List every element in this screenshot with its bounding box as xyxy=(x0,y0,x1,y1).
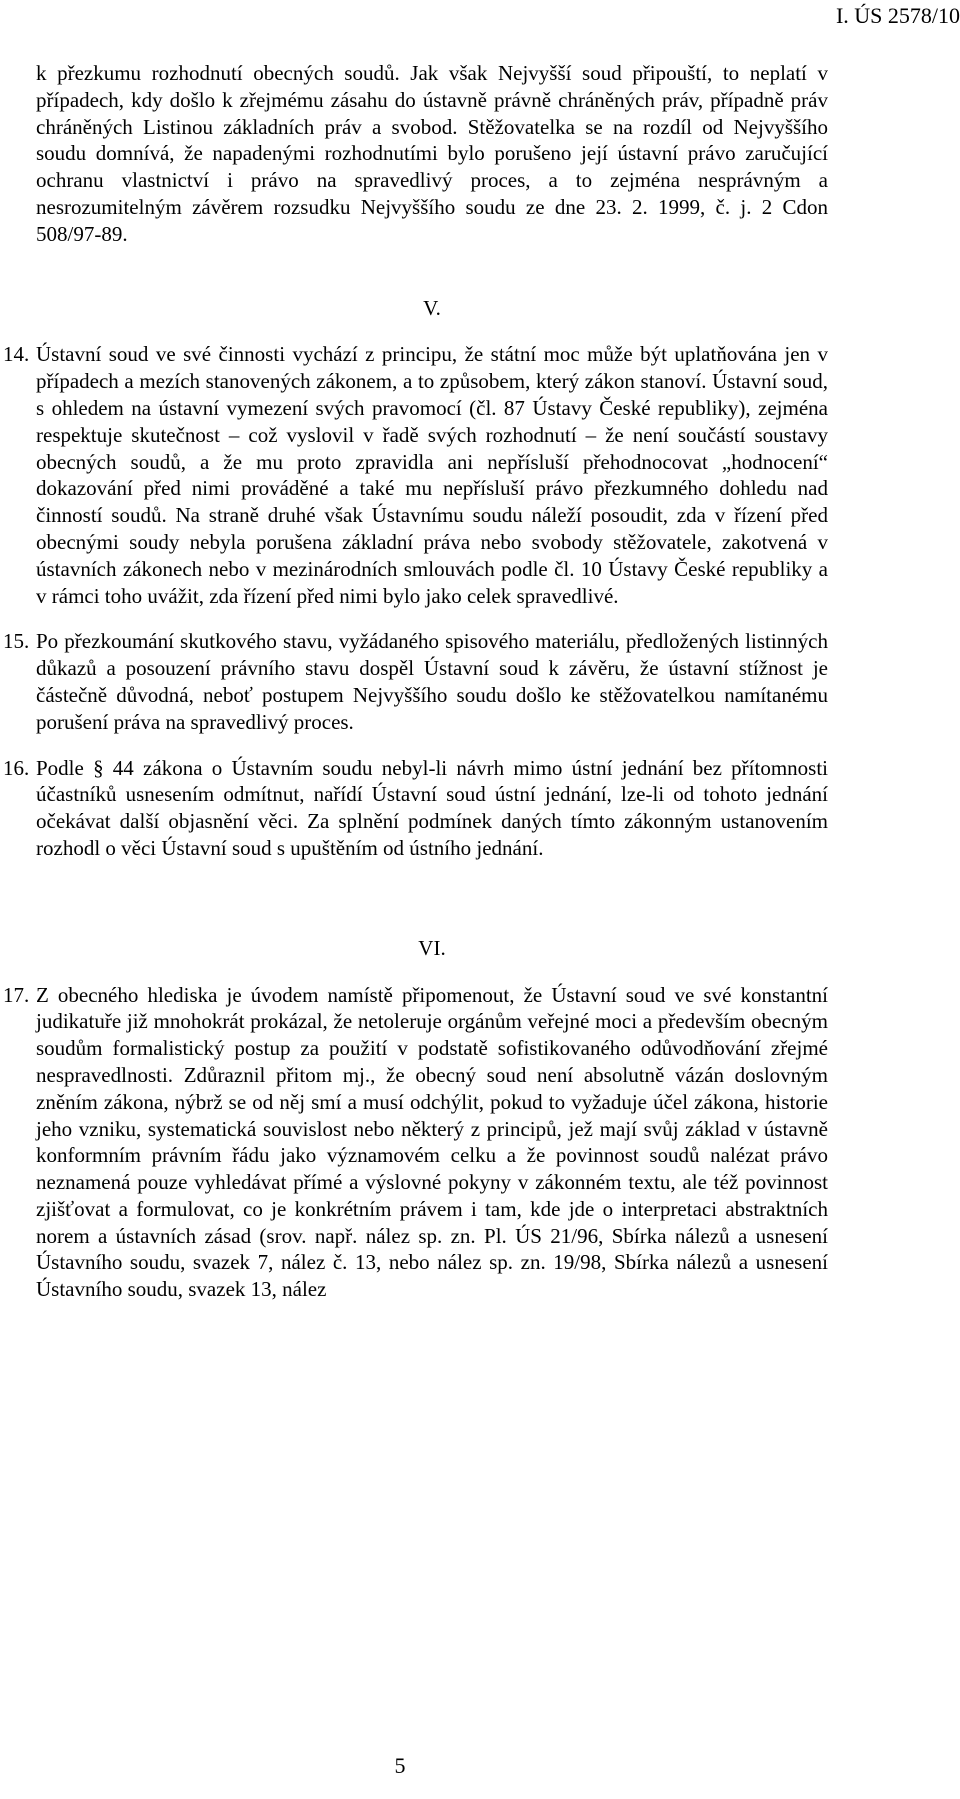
paragraph-15 xyxy=(3,628,828,735)
paragraph-text: Z obecného hlediska je úvodem namístě připomenout, že Ústavní soud ve své konstantní judikatuře již mnohokrát prokázal, že netoleruje orgánům veřejné moci a především obecným soudům formalistický postup za použití v podstatě sofistikovaného odůvodňování zřejmé nespravedlnosti. Zdůraznil přitom mj., že obecný soud není absolutně vázán doslovným zněním zákona, nýbrž se od něj smí a musí odchýlit, pokud to vyžaduje účel zákona, historie jeho vzniku, systematická souvislost nebo některý z principů, jež mají svůj základ v ústavně konformním právním řádu jako významovém celku a že povinnost soudů nalézat právo neznamená pouze vyhledávat přímé a výslovné pokyny v zákonném textu, ale též povinnost zjišťovat a formulovat, co je konkrétním právem i tam, kde jde o interpretaci abstraktních norem a ústavních zásad (srov. např. nález sp. zn. Pl. ÚS 21/96, Sbírka nálezů a usnesení Ústavního soudu, svazek 7, nález č. 13, nebo nález sp. zn. 19/98, Sbírka nálezů a usnesení Ústavního soudu, svazek 13, nález xyxy=(36,982,828,1302)
paragraph-17 xyxy=(3,982,828,1304)
paragraph-number: 14. xyxy=(3,342,30,367)
paragraph-text: Ústavní soud ve své činnosti vychází z principu, že státní moc může být uplatňována jen v případech a mezích stanovených zákonem, a to způsobem, který zákon stanoví. Ústavní soud, s ohledem na ústavní vymezení svých pravomocí (čl. 87 Ústavy České republiky), zejména respektuje skutečnost – což vyslovil v řadě svých rozhodnutí – že není součástí soustavy obecných soudů, a že mu proto zpravidla ani nepřísluší přehodnocovat „hodnocení“ dokazování před nimi prováděné a také mu nepřísluší právo přezkumného dohledu nad činností soudů. Na straně druhé však Ústavnímu soudu náleží posoudit, zda v řízení před obecnými soudy nebyla porušena základní práva nebo svobody stěžovatele, zakotvená v ústavních zákonech nebo v mezinárodních smlouvách podle čl. 10 Ústavy České republiky a v rámci toho uvážit, zda řízení před nimi bylo jako celek spravedlivé. xyxy=(36,342,828,608)
paragraph-number: 15. xyxy=(3,629,30,654)
document-body xyxy=(3,60,828,1303)
paragraph-14 xyxy=(3,341,828,609)
section-heading-v: V. xyxy=(423,295,441,320)
page-number: 5 xyxy=(394,1753,406,1778)
paragraph-16 xyxy=(3,755,828,862)
paragraph-number: 16. xyxy=(3,755,30,780)
intro-paragraph: k přezkumu rozhodnutí obecných soudů. Jak však Nejvyšší soud připouští, to neplatí v případech, kdy došlo k zřejmému zásahu do ústavně právně chráněných práv, případně práv chráněných Listinou základních práv a svobod. Stěžovatelka se na rozdíl od Nejvyššího soudu domnívá, že napadenými rozhodnutími bylo porušeno její ústavní právo zaručující ochranu vlastnictví i právo na spravedlivý proces, a to zejména nesprávným a nesrozumitelným závěrem rozsudku Nejvyššího soudu ze dne 23. 2. 1999, č. j. 2 Cdon 508/97-89. xyxy=(36,61,828,246)
section-heading-vi: VI. xyxy=(418,935,446,960)
case-number-header: I. ÚS 2578/10 xyxy=(835,3,960,28)
paragraph-text: Podle § 44 zákona o Ústavním soudu nebyl-li návrh mimo ústní jednání bez přítomnosti účastníků usnesením odmítnut, nařídí Ústavní soud ústní jednání, lze-li od tohoto jednání očekávat další objasnění věci. Za splnění podmínek daných tímto zákonným ustanovením rozhodl o věci Ústavní soud s upuštěním od ústního jednání. xyxy=(36,755,828,860)
paragraph-number: 17. xyxy=(3,982,30,1007)
paragraph-text: Po přezkoumání skutkového stavu, vyžádaného spisového materiálu, předložených listinných důkazů a posouzení právního stavu dospěl Ústavní soud k závěru, že ústavní stížnost je částečně důvodná, neboť postupem Nejvyššího soudu došlo ke stěžovatelkou namítanému porušení práva na spravedlivý proces. xyxy=(36,629,828,734)
